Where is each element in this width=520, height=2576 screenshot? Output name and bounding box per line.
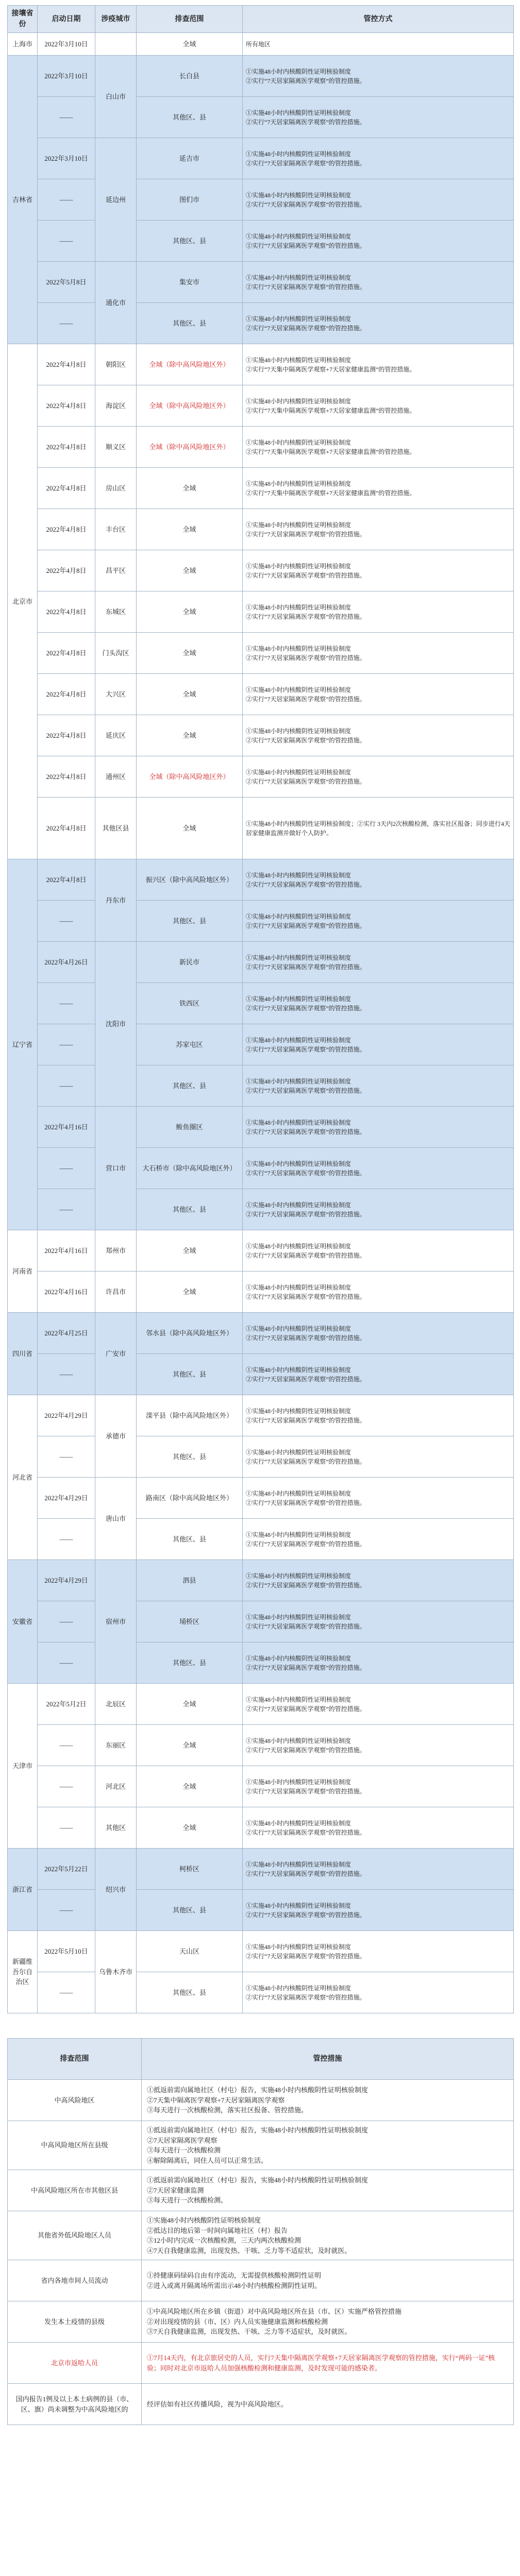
cell-range: 其他区、县 (137, 1972, 243, 2013)
measure-row (8, 2080, 514, 2121)
cell-date: —— (38, 983, 95, 1024)
header-measures: 管控措施 (142, 2039, 514, 2080)
measure-row (8, 2211, 514, 2260)
cell-range: 其他区、县 (137, 303, 243, 344)
cell-city: 大兴区 (95, 674, 137, 715)
cell-date: 2022年5月8日 (38, 262, 95, 303)
cell-date: —— (38, 1890, 95, 1931)
cell-risk-range: 国内报告1例及以上本土病例的县（市、区、旗）尚未调整为中高风险地区的 (8, 2384, 142, 2425)
cell-control: ①实施48小时内核酸阴性证明核验制度 ②实行“7天居家隔离医学观察”的管控措施。 (243, 550, 514, 591)
cell-date: —— (38, 1642, 95, 1684)
cell-risk-range: 中高风险地区所在县级 (8, 2121, 142, 2170)
cell-date: 2022年5月10日 (38, 1931, 95, 1972)
cell-city (95, 33, 137, 56)
cell-range: 全域 (137, 468, 243, 509)
cell-range: 其他区、县 (137, 901, 243, 942)
cell-date: 2022年4月8日 (38, 859, 95, 901)
cell-province: 上海市 (8, 33, 38, 56)
cell-control: ①实施48小时内核酸阴性证明核验制度 ②实行“7天居家隔离医学观察”的管控措施。 (243, 1230, 514, 1272)
cell-range: 全域 (137, 509, 243, 550)
table-row (8, 262, 514, 303)
cell-date: 2022年4月29日 (38, 1478, 95, 1519)
cell-control: ①实施48小时内核酸阴性证明核验制度 ②实行“7天居家隔离医学观察”的管控措施。 (243, 1436, 514, 1478)
cell-city: 宿州市 (95, 1560, 137, 1684)
cell-date: 2022年4月8日 (38, 385, 95, 427)
cell-control: ①实施48小时内核酸阴性证明核验制度 ②实行“7天居家隔离医学观察”的管控措施。 (243, 1354, 514, 1395)
cell-date: 2022年3月10日 (38, 33, 95, 56)
cell-control: ①实施48小时内核酸阴性证明核验制度 ②实行“7天居家隔离医学观察”的管控措施。 (243, 221, 514, 262)
cell-city: 顺义区 (95, 427, 137, 468)
table-row (8, 1395, 514, 1436)
cell-range: 图们市 (137, 179, 243, 221)
cell-control: ①实施48小时内核酸阴性证明核验制度 ②实行“7天居家隔离医学观察”的管控措施。 (243, 1807, 514, 1849)
cell-date: 2022年4月8日 (38, 798, 95, 859)
cell-city: 通化市 (95, 262, 137, 344)
cell-control: ①实施48小时内核酸阴性证明核验制度 ②实行“7天居家隔离医学观察”的管控措施。 (243, 1107, 514, 1148)
cell-measure: 经评估如有社区传播风险，视为中高风险地区。 (142, 2384, 514, 2425)
table-row (8, 550, 514, 591)
cell-control: ①实施48小时内核酸阴性证明核验制度；②实行 3天内2次核酸检测，落实社区报备；同步进行4天居家健康监测并做好个人防护。 (243, 798, 514, 859)
cell-city: 沈阳市 (95, 942, 137, 1107)
table-row (8, 221, 514, 262)
cell-measure: ①7月14天内，有北京旅居史的人员，实行7天集中隔离医学观察+7天居家隔离医学观察的管控措施，实行“两码一证”核验；同时对北京市返哈人员加强核酸检测和健康监测，及时发现可能的感染者。 (142, 2343, 514, 2384)
cell-control: ①实施48小时内核酸阴性证明核验制度 ②实行“7天居家隔离医学观察”的管控措施。 (243, 303, 514, 344)
table-row (8, 97, 514, 138)
cell-control: ①实施48小时内核酸阴性证明核验制度 ②实行“7天居家隔离医学观察”的管控措施。 (243, 1189, 514, 1230)
table-row (8, 756, 514, 798)
cell-control: ①实施48小时内核酸阴性证明核验制度 ②实行“7天居家隔离医学观察”的管控措施。 (243, 1478, 514, 1519)
cell-range: 鲅鱼圈区 (137, 1107, 243, 1148)
cell-date: —— (38, 303, 95, 344)
cell-control: ①实施48小时内核酸阴性证明核验制度 ②实行“7天集中隔离医学观察+7天居家健康监测”的管控措施。 (243, 385, 514, 427)
measure-row (8, 2170, 514, 2211)
cell-city: 海淀区 (95, 385, 137, 427)
table-row (8, 1931, 514, 1972)
cell-date: 2022年4月8日 (38, 344, 95, 385)
cell-range: 全域 (137, 1725, 243, 1766)
cell-risk-range: 省内各地市间人员流动 (8, 2260, 142, 2301)
table-row (8, 56, 514, 97)
cell-date: 2022年4月8日 (38, 468, 95, 509)
cell-control: ①实施48小时内核酸阴性证明核验制度 ②实行“7天居家隔离医学观察”的管控措施。 (243, 1890, 514, 1931)
cell-date: —— (38, 1766, 95, 1807)
cell-control: ①实施48小时内核酸阴性证明核验制度 ②实行“7天集中隔离医学观察+7天居家健康监测”的管控措施。 (243, 468, 514, 509)
cell-control: ①实施48小时内核酸阴性证明核验制度 ②实行“7天居家隔离医学观察”的管控措施。 (243, 1601, 514, 1642)
cell-range: 其他区、县 (137, 1189, 243, 1230)
cell-control: ①实施48小时内核酸阴性证明核验制度 ②实行“7天居家隔离医学观察”的管控措施。 (243, 715, 514, 756)
cell-date: —— (38, 1436, 95, 1478)
table-row (8, 33, 514, 56)
table-row (8, 1972, 514, 2013)
table2-body (8, 2080, 514, 2425)
cell-date: —— (38, 1354, 95, 1395)
measure-row (8, 2260, 514, 2301)
cell-city: 承德市 (95, 1395, 137, 1478)
cell-city: 广安市 (95, 1313, 137, 1395)
cell-date: 2022年4月26日 (38, 942, 95, 983)
table-row (8, 1684, 514, 1725)
cell-date: —— (38, 1189, 95, 1230)
section-gap (7, 2013, 513, 2038)
cell-control: ①实施48小时内核酸阴性证明核验制度 ②实行“7天居家隔离医学观察”的管控措施。 (243, 1766, 514, 1807)
table-row (8, 798, 514, 859)
cell-measure: ①抵返前需向属地社区（村屯）报告，实施48小时内核酸阴性证明核验制度 ②7天居家健康监测 ③每天进行一次核酸检测。 (142, 2170, 514, 2211)
cell-city: 房山区 (95, 468, 137, 509)
cell-control: ①实施48小时内核酸阴性证明核验制度 ②实行“7天居家隔离医学观察”的管控措施。 (243, 633, 514, 674)
cell-control: ①实施48小时内核酸阴性证明核验制度 ②实行“7天居家隔离医学观察”的管控措施。 (243, 1931, 514, 1972)
cell-range: 全域 (137, 1766, 243, 1807)
table-row (8, 1024, 514, 1065)
cell-range: 全域 (137, 1807, 243, 1849)
table-row (8, 509, 514, 550)
cell-range: 其他区、县 (137, 1519, 243, 1560)
risk-measures-table (7, 2038, 514, 2425)
cell-city: 白山市 (95, 56, 137, 138)
table-row (8, 901, 514, 942)
cell-control: ①实施48小时内核酸阴性证明核验制度 ②实行“7天居家隔离医学观察”的管控措施。 (243, 1272, 514, 1313)
cell-date: 2022年4月25日 (38, 1313, 95, 1354)
cell-control: 所有地区 (243, 33, 514, 56)
cell-city: 郑州市 (95, 1230, 137, 1272)
cell-province: 四川省 (8, 1313, 38, 1395)
table1-header-row (8, 6, 514, 33)
cell-range: 全域（除中高风险地区外） (137, 427, 243, 468)
cell-date: 2022年4月16日 (38, 1230, 95, 1272)
cell-range: 延吉市 (137, 138, 243, 179)
cell-control: ①实施48小时内核酸阴性证明核验制度 ②实行“7天居家隔离医学观察”的管控措施。 (243, 983, 514, 1024)
cell-city: 绍兴市 (95, 1849, 137, 1931)
cell-city: 昌平区 (95, 550, 137, 591)
table-row (8, 633, 514, 674)
cell-province: 天津市 (8, 1684, 38, 1849)
table-row (8, 385, 514, 427)
cell-city: 延边州 (95, 138, 137, 262)
cell-range: 全域 (137, 1230, 243, 1272)
cell-province: 辽宁省 (8, 859, 38, 1230)
table-row (8, 1890, 514, 1931)
cell-province: 河北省 (8, 1395, 38, 1560)
cell-range: 全域（除中高风险地区外） (137, 756, 243, 798)
cell-control: ①实施48小时内核酸阴性证明核验制度 ②实行“7天居家隔离医学观察”的管控措施。 (243, 1519, 514, 1560)
cell-measure: ①抵返前需向属地社区（村屯）报告，实施48小时内核酸阴性证明核验制度 ②7天居家隔离医学观察 ③每天进行一次核酸检测 ④解除隔离后，同住人员可以正常生活。 (142, 2121, 514, 2170)
cell-date: 2022年4月16日 (38, 1107, 95, 1148)
cell-range: 全域 (137, 1272, 243, 1313)
cell-range: 全域 (137, 591, 243, 633)
table-row (8, 1436, 514, 1478)
measure-row (8, 2121, 514, 2170)
table-row (8, 1478, 514, 1519)
table-row (8, 591, 514, 633)
cell-range: 全域 (137, 674, 243, 715)
table-row (8, 983, 514, 1024)
cell-range: 全域（除中高风险地区外） (137, 344, 243, 385)
cell-control: ①实施48小时内核酸阴性证明核验制度 ②实行“7天居家隔离医学观察”的管控措施。 (243, 262, 514, 303)
cell-range: 大石桥市（除中高风险地区外） (137, 1148, 243, 1189)
cell-date: —— (38, 1725, 95, 1766)
cell-city: 丹东市 (95, 859, 137, 942)
cell-range: 全域（除中高风险地区外） (137, 385, 243, 427)
cell-date: —— (38, 901, 95, 942)
table-row (8, 138, 514, 179)
cell-risk-range: 北京市返哈人员 (8, 2343, 142, 2384)
cell-control: ①实施48小时内核酸阴性证明核验制度 ②实行“7天集中隔离医学观察+7天居家健康监测”的管控措施。 (243, 427, 514, 468)
cell-date: —— (38, 1065, 95, 1107)
cell-control: ①实施48小时内核酸阴性证明核验制度 ②实行“7天居家隔离医学观察”的管控措施。 (243, 591, 514, 633)
cell-control: ①实施48小时内核酸阴性证明核验制度 ②实行“7天居家隔离医学观察”的管控措施。 (243, 942, 514, 983)
header-range: 排查范围 (137, 6, 243, 33)
cell-control: ①实施48小时内核酸阴性证明核验制度 ②实行“7天居家隔离医学观察”的管控措施。 (243, 1065, 514, 1107)
table-row (8, 303, 514, 344)
table-row (8, 1148, 514, 1189)
cell-date: 2022年4月8日 (38, 550, 95, 591)
table-row (8, 1313, 514, 1354)
table-row (8, 1272, 514, 1313)
measure-row (8, 2343, 514, 2384)
table-row (8, 859, 514, 901)
table-row (8, 1189, 514, 1230)
table-row (8, 1766, 514, 1807)
cell-date: 2022年4月8日 (38, 674, 95, 715)
cell-city: 许昌市 (95, 1272, 137, 1313)
cell-date: —— (38, 1807, 95, 1849)
cell-control: ①实施48小时内核酸阴性证明核验制度 ②实行“7天居家隔离医学观察”的管控措施。 (243, 1313, 514, 1354)
cell-city: 朝阳区 (95, 344, 137, 385)
cell-control: ①实施48小时内核酸阴性证明核验制度 ②实行“7天居家隔离医学观察”的管控措施。 (243, 1849, 514, 1890)
table-row (8, 427, 514, 468)
cell-range: 其他区、县 (137, 1642, 243, 1684)
header-date: 启动日期 (38, 6, 95, 33)
cell-date: 2022年4月8日 (38, 633, 95, 674)
table-row (8, 1725, 514, 1766)
measure-row (8, 2301, 514, 2343)
cell-city: 通州区 (95, 756, 137, 798)
page (7, 5, 513, 2425)
cell-province: 浙江省 (8, 1849, 38, 1931)
cell-city: 丰台区 (95, 509, 137, 550)
epidemic-control-table (7, 5, 514, 2013)
table-row (8, 1807, 514, 1849)
cell-range: 其他区、县 (137, 97, 243, 138)
table-row (8, 1230, 514, 1272)
cell-control: ①实施48小时内核酸阴性证明核验制度 ②实行“7天集中隔离医学观察+7天居家健康监测”的管控措施。 (243, 344, 514, 385)
cell-control: ①实施48小时内核酸阴性证明核验制度 ②实行“7天居家隔离医学观察”的管控措施。 (243, 1684, 514, 1725)
table-row (8, 715, 514, 756)
cell-range: 全域 (137, 715, 243, 756)
cell-range: 泗县 (137, 1560, 243, 1601)
cell-range: 振兴区（除中高风险地区外） (137, 859, 243, 901)
cell-control: ①实施48小时内核酸阴性证明核验制度 ②实行“7天居家隔离医学观察”的管控措施。 (243, 1642, 514, 1684)
cell-province: 北京市 (8, 344, 38, 859)
cell-range: 全域 (137, 798, 243, 859)
cell-control: ①实施48小时内核酸阴性证明核验制度 ②实行“7天居家隔离医学观察”的管控措施。 (243, 179, 514, 221)
cell-city: 延庆区 (95, 715, 137, 756)
cell-date: 2022年4月29日 (38, 1560, 95, 1601)
cell-control: ①实施48小时内核酸阴性证明核验制度 ②实行“7天居家隔离医学观察”的管控措施。 (243, 509, 514, 550)
measure-row (8, 2384, 514, 2425)
header-city: 涉疫城市 (95, 6, 137, 33)
table-row (8, 942, 514, 983)
cell-province: 河南省 (8, 1230, 38, 1313)
cell-measure: ①持健康码绿码自由有序流动，无需提供核酸检测阴性证明 ②进入或离开隔离场所需出示48小时内核酸检测阴性证明。 (142, 2260, 514, 2301)
cell-range: 邻水县（除中高风险地区外） (137, 1313, 243, 1354)
cell-date: —— (38, 1972, 95, 2013)
cell-range: 其他区、县 (137, 1354, 243, 1395)
cell-range: 全域 (137, 1684, 243, 1725)
cell-date: —— (38, 97, 95, 138)
header-control: 管控方式 (243, 6, 514, 33)
table-row (8, 1065, 514, 1107)
table-row (8, 674, 514, 715)
table-row (8, 1354, 514, 1395)
cell-control: ①实施48小时内核酸阴性证明核验制度 ②实行“7天居家隔离医学观察”的管控措施。 (243, 859, 514, 901)
header-risk-range: 排查范围 (8, 2039, 142, 2080)
cell-date: 2022年4月8日 (38, 591, 95, 633)
table-row (8, 1642, 514, 1684)
cell-control: ①实施48小时内核酸阴性证明核验制度 ②实行“7天居家隔离医学观察”的管控措施。 (243, 1395, 514, 1436)
cell-date: 2022年5月22日 (38, 1849, 95, 1890)
cell-range: 柯桥区 (137, 1849, 243, 1890)
table-row (8, 468, 514, 509)
cell-control: ①实施48小时内核酸阴性证明核验制度 ②实行“7天居家隔离医学观察”的管控措施。 (243, 901, 514, 942)
cell-city: 营口市 (95, 1107, 137, 1230)
cell-risk-range: 中高风险地区所在市其他区县 (8, 2170, 142, 2211)
table-row (8, 1849, 514, 1890)
cell-control: ①实施48小时内核酸阴性证明核验制度 ②实行“7天居家隔离医学观察”的管控措施。 (243, 756, 514, 798)
cell-risk-range: 其他省外低风险地区人员 (8, 2211, 142, 2260)
cell-city: 门头沟区 (95, 633, 137, 674)
table-row (8, 344, 514, 385)
cell-city: 其他区 (95, 1807, 137, 1849)
cell-city: 唐山市 (95, 1478, 137, 1560)
cell-date: 2022年4月8日 (38, 756, 95, 798)
cell-range: 新民市 (137, 942, 243, 983)
table-row (8, 1601, 514, 1642)
cell-province: 新疆维吾尔自治区 (8, 1931, 38, 2013)
cell-range: 其他区、县 (137, 1436, 243, 1478)
cell-control: ①实施48小时内核酸阴性证明核验制度 ②实行“7天居家隔离医学观察”的管控措施。 (243, 1560, 514, 1601)
table2-header-row (8, 2039, 514, 2080)
cell-range: 滦平县（除中高风险地区外） (137, 1395, 243, 1436)
table1-body (8, 33, 514, 2013)
cell-risk-range: 发生本土疫情的县级 (8, 2301, 142, 2343)
cell-city: 北辰区 (95, 1684, 137, 1725)
cell-control: ①实施48小时内核酸阴性证明核验制度 ②实行“7天居家隔离医学观察”的管控措施。 (243, 56, 514, 97)
cell-measure: ①抵返前需向属地社区（村屯）报告，实施48小时内核酸阴性证明核验制度 ②7天集中隔离医学观察+7天居家隔离医学观察 ③每天进行一次核酸检测，落实社区报备、管控措施。 (142, 2080, 514, 2121)
cell-range: 苏家屯区 (137, 1024, 243, 1065)
cell-risk-range: 中高风险地区 (8, 2080, 142, 2121)
table-row (8, 1519, 514, 1560)
cell-date: 2022年5月2日 (38, 1684, 95, 1725)
cell-control: ①实施48小时内核酸阴性证明核验制度 ②实行“7天居家隔离医学观察”的管控措施。 (243, 1148, 514, 1189)
cell-measure: ①中高风险地区所在乡镇（街道）对中高风险地区所在县（市、区）实施严格管控措施 ②对出现疫情的县（市、区）内人员实施健康监测和核酸检测 ③7天自我健康监测，出现发热、干咳、乏力等不适症状，及时就医。 (142, 2301, 514, 2343)
cell-control: ①实施48小时内核酸阴性证明核验制度 ②实行“7天居家隔离医学观察”的管控措施。 (243, 138, 514, 179)
table-row (8, 1107, 514, 1148)
cell-date: 2022年3月10日 (38, 56, 95, 97)
cell-measure: ①实施48小时内核酸阴性证明核验制度 ②抵达目的地后第一时间向属地社区（村）报告 ③12小时内完成一次核酸检测，三天内两次核酸检测 ④7天自我健康监测，出现发热、干咳、乏力等不适症状，及时就医。 (142, 2211, 514, 2260)
cell-date: 2022年4月29日 (38, 1395, 95, 1436)
cell-date: —— (38, 1601, 95, 1642)
cell-range: 全域 (137, 550, 243, 591)
cell-control: ①实施48小时内核酸阴性证明核验制度 ②实行“7天居家隔离医学观察”的管控措施。 (243, 1725, 514, 1766)
cell-date: —— (38, 221, 95, 262)
cell-range: 其他区、县 (137, 1890, 243, 1931)
cell-control: ①实施48小时内核酸阴性证明核验制度 ②实行“7天居家隔离医学观察”的管控措施。 (243, 97, 514, 138)
cell-range: 埇桥区 (137, 1601, 243, 1642)
cell-province: 吉林省 (8, 56, 38, 344)
cell-range: 全域 (137, 633, 243, 674)
cell-control: ①实施48小时内核酸阴性证明核验制度 ②实行“7天居家隔离医学观察”的管控措施。 (243, 1024, 514, 1065)
cell-date: 2022年4月16日 (38, 1272, 95, 1313)
cell-date: 2022年4月8日 (38, 427, 95, 468)
cell-range: 其他区、县 (137, 1065, 243, 1107)
cell-city: 东丽区 (95, 1725, 137, 1766)
cell-city: 河北区 (95, 1766, 137, 1807)
cell-city: 乌鲁木齐市 (95, 1931, 137, 2013)
cell-date: —— (38, 179, 95, 221)
cell-range: 其他区、县 (137, 221, 243, 262)
cell-range: 集安市 (137, 262, 243, 303)
cell-date: 2022年4月8日 (38, 715, 95, 756)
cell-range: 路南区（除中高风险地区外） (137, 1478, 243, 1519)
cell-control: ①实施48小时内核酸阴性证明核验制度 ②实行“7天居家隔离医学观察”的管控措施。 (243, 1972, 514, 2013)
cell-date: —— (38, 1024, 95, 1065)
cell-range: 铁西区 (137, 983, 243, 1024)
cell-range: 全域 (137, 33, 243, 56)
header-province: 接壤省份 (8, 6, 38, 33)
cell-range: 天山区 (137, 1931, 243, 1972)
cell-city: 其他区县 (95, 798, 137, 859)
cell-date: 2022年4月8日 (38, 509, 95, 550)
cell-control: ①实施48小时内核酸阴性证明核验制度 ②实行“7天居家隔离医学观察”的管控措施。 (243, 674, 514, 715)
cell-range: 长白县 (137, 56, 243, 97)
cell-date: —— (38, 1148, 95, 1189)
table-row (8, 1560, 514, 1601)
cell-date: 2022年3月10日 (38, 138, 95, 179)
cell-date: —— (38, 1519, 95, 1560)
cell-city: 东城区 (95, 591, 137, 633)
table-row (8, 179, 514, 221)
cell-province: 安徽省 (8, 1560, 38, 1684)
